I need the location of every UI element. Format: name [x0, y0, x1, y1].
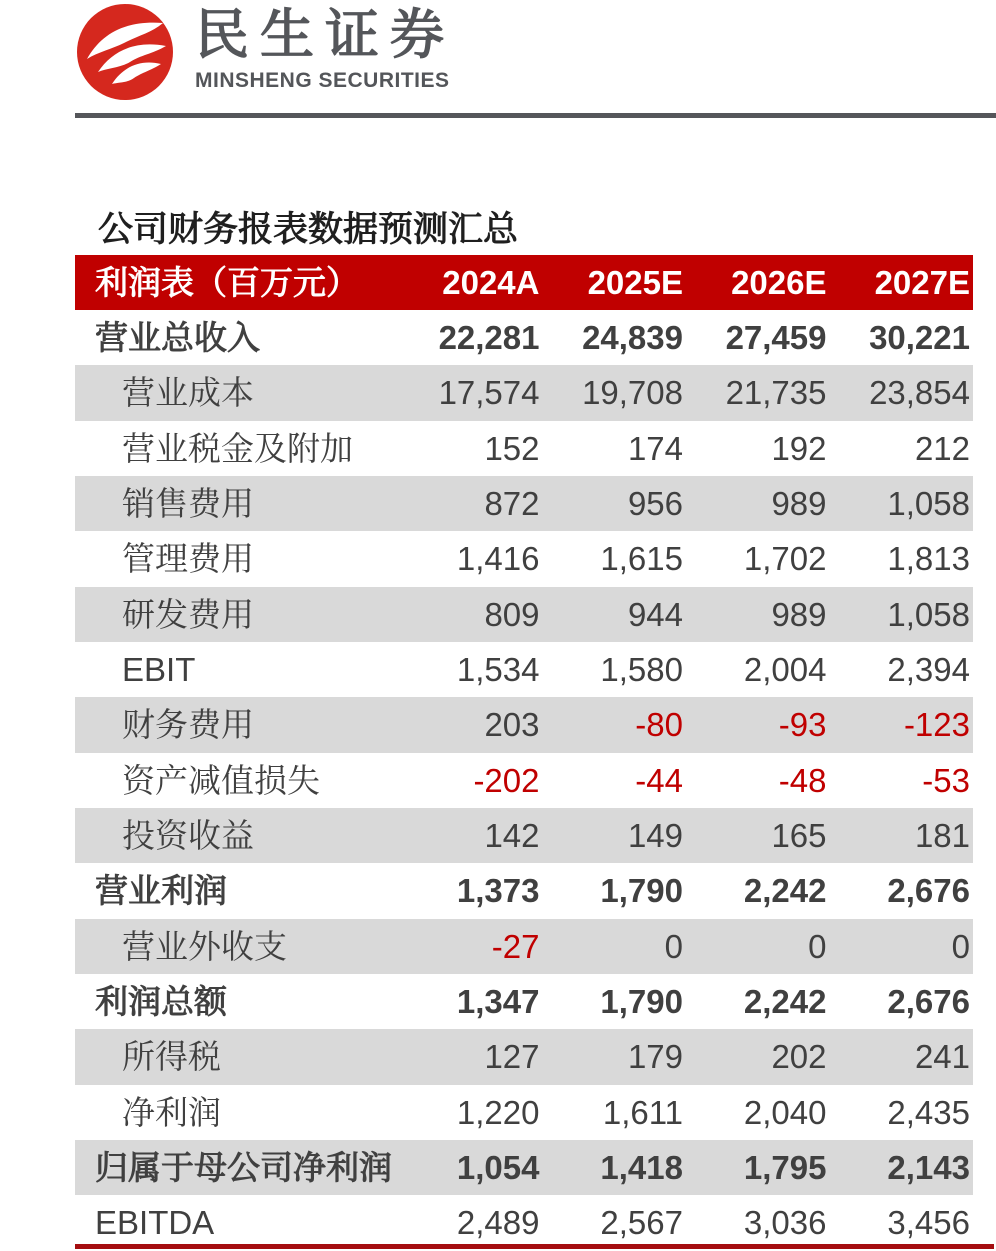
row-value: 165 [771, 816, 827, 854]
row-value: 17,574 [438, 374, 540, 412]
row-value: 19,708 [582, 374, 683, 412]
row-value: -80 [635, 706, 683, 744]
row-label: 销售费用 [122, 484, 254, 522]
bottom-divider [75, 1244, 994, 1249]
table-row [75, 642, 973, 697]
row-value: 21,735 [725, 374, 827, 412]
table-row [75, 421, 973, 476]
row-value: 1,790 [600, 982, 683, 1020]
row-value: 1,580 [600, 650, 683, 688]
row-value: 989 [771, 484, 827, 522]
table-row [75, 310, 973, 365]
table-row [75, 919, 973, 974]
logo-text-block [195, 2, 455, 93]
row-value: 1,058 [887, 595, 970, 633]
row-value: 944 [627, 595, 683, 633]
table-row [75, 753, 973, 808]
row-value: 1,813 [887, 540, 970, 578]
row-value: 3,456 [887, 1204, 970, 1242]
row-value: 1,611 [602, 1093, 683, 1131]
row-value: 181 [914, 816, 970, 854]
row-value: 149 [627, 816, 683, 854]
row-value: 1,615 [600, 540, 683, 578]
row-label: 营业税金及附加 [122, 429, 353, 467]
row-value: 989 [771, 595, 827, 633]
row-value: 1,416 [456, 540, 540, 578]
row-value: -44 [635, 761, 683, 799]
row-value: 142 [484, 816, 540, 854]
row-label: 利润总额 [95, 982, 227, 1020]
row-value: 2,143 [887, 1148, 970, 1186]
row-value: 27,459 [725, 319, 827, 356]
row-value: 241 [914, 1038, 970, 1076]
column-header-2025e: 2025E [587, 264, 683, 301]
table-row [75, 1029, 973, 1084]
row-value: 1,220 [456, 1093, 540, 1131]
row-value: 2,004 [743, 650, 827, 688]
table-row [75, 587, 973, 642]
logo-name-cn: 民生证券 [195, 5, 455, 65]
row-value: 152 [484, 429, 540, 467]
row-value: 1,790 [600, 872, 683, 910]
row-value: 2,242 [743, 982, 827, 1020]
row-value: 1,054 [456, 1148, 540, 1186]
row-value: 2,676 [887, 872, 970, 910]
row-value: 212 [914, 429, 970, 467]
row-value: 174 [627, 429, 683, 467]
row-value: 22,281 [438, 319, 540, 356]
row-label: 营业总收入 [95, 319, 260, 356]
table-row [75, 1085, 973, 1140]
row-label: 财务费用 [122, 706, 254, 744]
page-title: 公司财务报表数据预测汇总 [98, 210, 519, 249]
row-value: 2,567 [600, 1204, 683, 1242]
row-label: 归属于母公司净利润 [95, 1148, 392, 1186]
row-label: 投资收益 [122, 816, 254, 854]
column-header-2027e: 2027E [874, 264, 970, 301]
row-value: -48 [778, 761, 827, 799]
row-value: 0 [808, 927, 827, 965]
table-row [75, 365, 973, 420]
row-value: -53 [922, 761, 970, 799]
row-label: 所得税 [122, 1038, 221, 1076]
row-value: -202 [473, 761, 540, 799]
minsheng-logo-icon [75, 2, 175, 102]
row-value: 956 [627, 484, 683, 522]
row-value: 2,489 [456, 1204, 540, 1242]
row-value: 24,839 [582, 319, 683, 356]
row-value: 2,435 [887, 1093, 970, 1131]
row-value: 1,534 [456, 650, 540, 688]
income-statement-table [75, 255, 973, 1251]
row-value: 1,418 [600, 1148, 683, 1186]
table-row [75, 808, 973, 863]
row-value: 872 [484, 484, 540, 522]
row-value: -93 [778, 706, 827, 744]
row-value: 202 [771, 1038, 827, 1076]
table-row [75, 974, 973, 1029]
row-label: 资产减值损失 [122, 761, 320, 799]
minsheng-logo [75, 2, 455, 102]
row-value: 2,676 [887, 982, 970, 1020]
row-value: 179 [627, 1038, 683, 1076]
table-row [75, 476, 973, 531]
row-label: 研发费用 [122, 595, 254, 633]
row-label: 营业成本 [122, 374, 254, 412]
row-value: 23,854 [869, 374, 970, 412]
row-value: 1,373 [456, 872, 540, 910]
row-label: 净利润 [122, 1093, 221, 1131]
table-row [75, 863, 973, 918]
row-value: -123 [903, 706, 970, 744]
row-label: 营业外收支 [122, 927, 287, 965]
row-value: 203 [484, 706, 540, 744]
row-value: 192 [771, 429, 827, 467]
row-value: -27 [491, 927, 540, 965]
row-value: 1,058 [887, 484, 970, 522]
column-header-2024a: 2024A [442, 264, 540, 301]
row-label: EBIT [122, 650, 196, 688]
row-label: 管理费用 [122, 540, 254, 578]
table-row [75, 1140, 973, 1195]
table-row [75, 697, 973, 752]
logo-name-en: MINSHENG SECURITIES [195, 69, 450, 92]
row-value: 3,036 [743, 1204, 827, 1242]
row-value: 1,347 [456, 982, 540, 1020]
table-row [75, 1195, 973, 1250]
table-row [75, 531, 973, 586]
row-value: 809 [484, 595, 540, 633]
table-body [75, 310, 973, 1251]
row-label: EBITDA [95, 1204, 215, 1242]
row-value: 30,221 [869, 319, 970, 356]
row-value: 127 [484, 1038, 540, 1076]
header-divider [75, 113, 996, 118]
row-value: 2,242 [743, 872, 827, 910]
table-header-label: 利润表（百万元） [95, 264, 359, 301]
row-value: 2,394 [887, 650, 970, 688]
column-header-2026e: 2026E [731, 264, 827, 301]
row-value: 1,702 [743, 540, 827, 578]
row-value: 1,795 [743, 1148, 827, 1186]
row-value: 2,040 [743, 1093, 827, 1131]
table-header-row [75, 255, 973, 310]
row-label: 营业利润 [95, 872, 227, 910]
row-value: 0 [664, 927, 683, 965]
row-value: 0 [951, 927, 970, 965]
